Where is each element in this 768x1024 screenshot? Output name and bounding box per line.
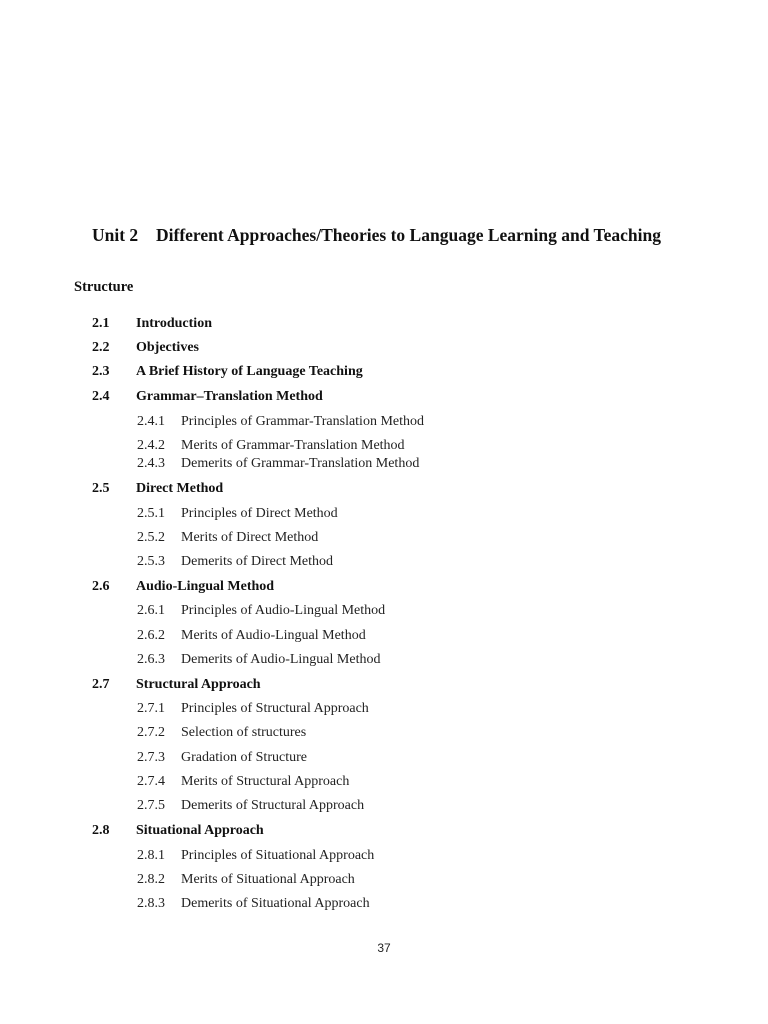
toc-subsection-number: 2.7.5: [137, 798, 165, 813]
toc-subsection: [137, 436, 405, 456]
toc-subsection-number: 2.8.3: [137, 896, 165, 911]
toc-section-number: 2.3: [92, 364, 110, 379]
toc-subsection-number: 2.6.1: [137, 603, 165, 618]
toc-subsection-title: Demerits of Audio-Lingual Method: [181, 652, 381, 667]
toc-subsection-title: Demerits of Situational Approach: [181, 896, 370, 911]
page-number: 37: [377, 941, 391, 955]
toc-subsection-title: Merits of Direct Method: [181, 530, 319, 545]
toc-section: [92, 821, 264, 841]
toc-section: [92, 314, 212, 334]
toc-subsection: [137, 772, 349, 792]
toc-section-number: 2.7: [92, 677, 110, 692]
toc-subsection: [137, 504, 338, 524]
toc-section: [92, 577, 274, 597]
toc-subsection-title: Principles of Structural Approach: [181, 701, 369, 716]
toc-subsection-number: 2.5.2: [137, 530, 165, 545]
toc-subsection-title: Principles of Grammar-Translation Method: [181, 414, 424, 429]
toc-subsection: [137, 454, 419, 474]
toc-subsection: [137, 528, 318, 548]
toc-subsection-title: Selection of structures: [181, 725, 307, 740]
toc-subsection-title: Demerits of Grammar-Translation Method: [181, 456, 420, 471]
toc-section-number: 2.4: [92, 389, 110, 404]
unit-title-text: Different Approaches/Theories to Language Learning and Teaching: [156, 225, 661, 245]
toc-subsection-title: Merits of Audio-Lingual Method: [181, 628, 366, 643]
toc-subsection: [137, 650, 380, 670]
toc-subsection-number: 2.7.2: [137, 725, 165, 740]
toc-subsection-number: 2.8.2: [137, 872, 165, 887]
toc-subsection-number: 2.6.2: [137, 628, 165, 643]
toc-section-title: Situational Approach: [136, 823, 264, 838]
toc-subsection-title: Principles of Direct Method: [181, 506, 338, 521]
unit-number: Unit 2: [92, 225, 139, 245]
toc-subsection-title: Merits of Structural Approach: [181, 774, 350, 789]
toc-section: [92, 675, 261, 695]
toc-subsection-number: 2.5.3: [137, 554, 165, 569]
toc-section-number: 2.2: [92, 340, 110, 355]
toc-subsection-title: Merits of Situational Approach: [181, 872, 355, 887]
toc-subsection-number: 2.5.1: [137, 506, 165, 521]
toc-subsection-title: Principles of Audio-Lingual Method: [181, 603, 386, 618]
toc-subsection: [137, 699, 369, 719]
toc-subsection-number: 2.7.1: [137, 701, 165, 716]
toc-subsection: [137, 552, 333, 572]
toc-section: [92, 338, 199, 358]
toc-subsection: [137, 894, 370, 914]
toc-section: [92, 362, 363, 382]
toc-section-title: A Brief History of Language Teaching: [136, 364, 363, 379]
unit-title: [92, 225, 661, 246]
toc-subsection: [137, 796, 364, 816]
toc-section-number: 2.8: [92, 823, 110, 838]
toc-subsection-title: Demerits of Structural Approach: [181, 798, 365, 813]
toc-section-title: Direct Method: [136, 481, 224, 496]
toc-subsection-number: 2.4.2: [137, 438, 165, 453]
toc-subsection: [137, 846, 374, 866]
toc-subsection-number: 2.4.1: [137, 414, 165, 429]
toc-subsection: [137, 412, 424, 432]
toc-subsection-number: 2.6.3: [137, 652, 165, 667]
toc-section-number: 2.1: [92, 316, 110, 331]
toc-section-title: Audio-Lingual Method: [136, 579, 275, 594]
toc-subsection-number: 2.7.3: [137, 750, 165, 765]
toc-section-title: Structural Approach: [136, 677, 261, 692]
toc-section: [92, 479, 223, 499]
toc-section-title: Introduction: [136, 316, 212, 331]
toc-section-title: Grammar–Translation Method: [136, 389, 323, 404]
toc-subsection: [137, 626, 366, 646]
toc-subsection-title: Principles of Situational Approach: [181, 848, 375, 863]
toc-subsection-number: 2.4.3: [137, 456, 165, 471]
toc-section-number: 2.6: [92, 579, 110, 594]
toc-section: [92, 387, 323, 407]
toc-subsection: [137, 723, 306, 743]
toc-subsection: [137, 748, 307, 768]
toc-subsection-number: 2.7.4: [137, 774, 165, 789]
toc-section-number: 2.5: [92, 481, 110, 496]
toc-subsection-title: Merits of Grammar-Translation Method: [181, 438, 405, 453]
toc-subsection: [137, 870, 355, 890]
toc-subsection-title: Gradation of Structure: [181, 750, 307, 765]
structure-heading: Structure: [74, 279, 134, 295]
toc-section-title: Objectives: [136, 340, 199, 355]
toc-subsection-title: Demerits of Direct Method: [181, 554, 334, 569]
toc-subsection: [137, 601, 385, 621]
toc-subsection-number: 2.8.1: [137, 848, 165, 863]
